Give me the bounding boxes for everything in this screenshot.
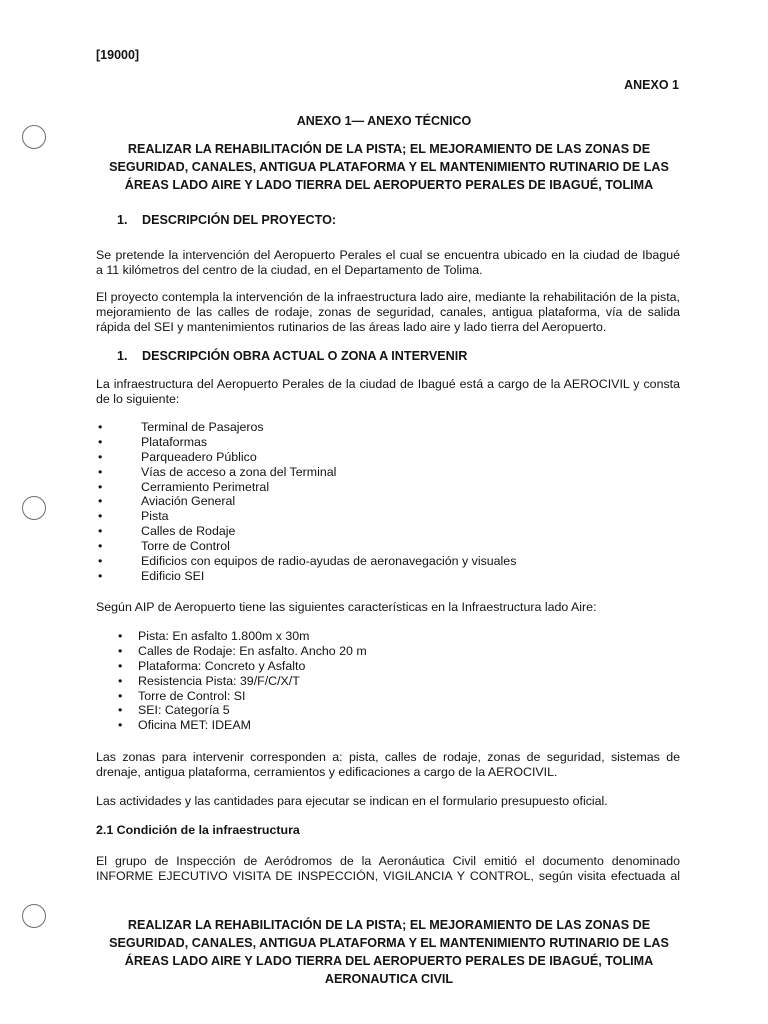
list-item: • Aviación General (98, 494, 236, 509)
bullet-icon: • (98, 524, 103, 539)
section-number: 1. (117, 349, 128, 363)
bullet-icon: • (118, 673, 123, 688)
paragraph-line: INFORME EJECUTIVO VISITA DE INSPECCIÓN, VIGILANCIA Y CONTROL, según visita efectuada al (96, 869, 680, 883)
annex-label: ANEXO 1 (624, 78, 679, 92)
paragraph-line: Se pretende la intervención del Aeropuerto Perales el cual se encuentra ubicado en la ciudad de Ibagué (96, 248, 680, 262)
bullet-icon: • (118, 688, 123, 703)
paragraph-line: a 11 kilómetros del centro de la ciudad, en el Departamento de Tolima. (96, 263, 483, 277)
paragraph-line: drenaje, antigua plataforma, cerramientos y edificaciones a cargo de la AEROCIVIL. (96, 765, 558, 779)
list-item: • Torre de Control (98, 539, 230, 554)
list-item: • Cerramiento Perimetral (98, 479, 270, 494)
paragraph-line: de lo siguiente: (96, 392, 180, 406)
paragraph-line: mejoramiento de las calles de rodaje, zonas de seguridad, canales, antigua plataforma, vía de salida (96, 305, 680, 319)
bullet-icon: • (98, 434, 103, 449)
infrastructure-list (96, 420, 680, 584)
section-number: 1. (117, 213, 128, 227)
aip-characteristics-list (118, 629, 678, 733)
document-reference: [19000] (96, 48, 140, 62)
bullet-icon: • (118, 658, 123, 673)
paragraph-line: El grupo de Inspección de Aeródromos de la Aeronáutica Civil emitió el documento denominado (96, 854, 680, 868)
main-title-line: REALIZAR LA REHABILITACIÓN DE LA PISTA; EL MEJORAMIENTO DE LAS ZONAS DE (127, 142, 651, 156)
paragraph-line: Las zonas para intervenir corresponden a: pista, calles de rodaje, zonas de seguridad, sistemas de (96, 750, 680, 764)
list-item: • Vías de acceso a zona del Terminal (98, 464, 337, 479)
list-item: • Resistencia Pista: 39/F/C/X/T (118, 673, 300, 688)
bullet-icon: • (98, 509, 103, 524)
footer-title-line: SEGURIDAD, CANALES, ANTIGUA PLATAFORMA Y EL MANTENIMIENTO RUTINARIO DE LAS (109, 936, 669, 950)
section-heading-project-description (117, 213, 336, 228)
footer-title-line: REALIZAR LA REHABILITACIÓN DE LA PISTA; EL MEJORAMIENTO DE LAS ZONAS DE (127, 918, 651, 932)
list-item: • Calles de Rodaje (98, 524, 236, 539)
bullet-icon: • (98, 449, 103, 464)
paragraph-line: La infraestructura del Aeropuerto Perales de la ciudad de Ibagué está a cargo de la AEROCIVIL y consta (96, 377, 680, 391)
bullet-icon: • (98, 464, 103, 479)
footer-title-line: AERONAUTICA CIVIL (324, 972, 454, 986)
main-title (96, 140, 682, 194)
list-item: • Torre de Control: SI (118, 688, 246, 703)
paragraph-intervention-zones (96, 750, 680, 780)
main-title-line: ÁREAS LADO AIRE Y LADO TIERRA DEL AEROPUERTO PERALES DE IBAGUÉ, TOLIMA (124, 178, 654, 192)
paragraph-line: El proyecto contempla la intervención de la infraestructura lado aire, mediante la rehabilitación de la pista, (96, 290, 680, 304)
list-item: • Pista (98, 509, 169, 524)
section-heading-current-works (117, 349, 467, 364)
bullet-icon: • (98, 494, 103, 509)
paragraph-inspection-report (96, 854, 680, 884)
punch-hole-middle (22, 496, 46, 520)
section-title: DESCRIPCIÓN OBRA ACTUAL O ZONA A INTERVENIR (142, 349, 468, 363)
paragraph-line: Según AIP de Aeropuerto tiene las siguientes características en la Infraestructura lado Aire: (96, 600, 597, 614)
paragraph-project-scope (96, 290, 680, 335)
list-item: • Plataforma: Concreto y Asfalto (118, 658, 306, 673)
main-title-line: SEGURIDAD, CANALES, ANTIGUA PLATAFORMA Y EL MANTENIMIENTO RUTINARIO DE LAS (109, 160, 669, 174)
list-item: • Calles de Rodaje: En asfalto. Ancho 20 m (118, 643, 367, 658)
list-item: • Pista: En asfalto 1.800m x 30m (118, 629, 310, 643)
paragraph-infrastructure-intro (96, 377, 680, 407)
bullet-icon: • (98, 420, 103, 434)
bullet-icon: • (98, 539, 103, 554)
paragraph-line: rápida del SEI y mantenimientos rutinarios de las áreas lado aire y lado tierra del Aeropuerto. (96, 320, 607, 334)
subsection-heading-infrastructure-condition: 2.1 Condición de la infraestructura (96, 823, 300, 837)
bullet-icon: • (98, 479, 103, 494)
punch-hole-bottom (22, 904, 46, 928)
bullet-icon: • (118, 629, 123, 643)
paragraph-line: Las actividades y las cantidades para ejecutar se indican en el formulario presupuesto oficial. (96, 794, 608, 808)
list-item: • Oficina MET: IDEAM (118, 718, 251, 733)
paragraph-project-location (96, 248, 680, 278)
section-title: DESCRIPCIÓN DEL PROYECTO: (142, 213, 337, 227)
footer-title (96, 916, 682, 988)
bullet-icon: • (118, 643, 123, 658)
list-item: • Terminal de Pasajeros (98, 420, 264, 434)
bullet-icon: • (98, 554, 103, 569)
list-item: • Plataformas (98, 434, 208, 449)
paragraph-aip-intro (96, 600, 680, 615)
annex-title: ANEXO 1— ANEXO TÉCNICO (296, 114, 472, 128)
bullet-icon: • (98, 568, 103, 583)
list-item: • Parqueadero Público (98, 449, 257, 464)
list-item: • Edificios con equipos de radio-ayudas de aeronavegación y visuales (98, 554, 517, 569)
bullet-icon: • (118, 703, 123, 718)
footer-title-line: ÁREAS LADO AIRE Y LADO TIERRA DEL AEROPUERTO PERALES DE IBAGUÉ, TOLIMA (124, 954, 654, 968)
paragraph-activities (96, 794, 680, 809)
bullet-icon: • (118, 718, 123, 733)
list-item: • Edificio SEI (98, 568, 205, 583)
list-item: • SEI: Categoría 5 (118, 703, 230, 718)
